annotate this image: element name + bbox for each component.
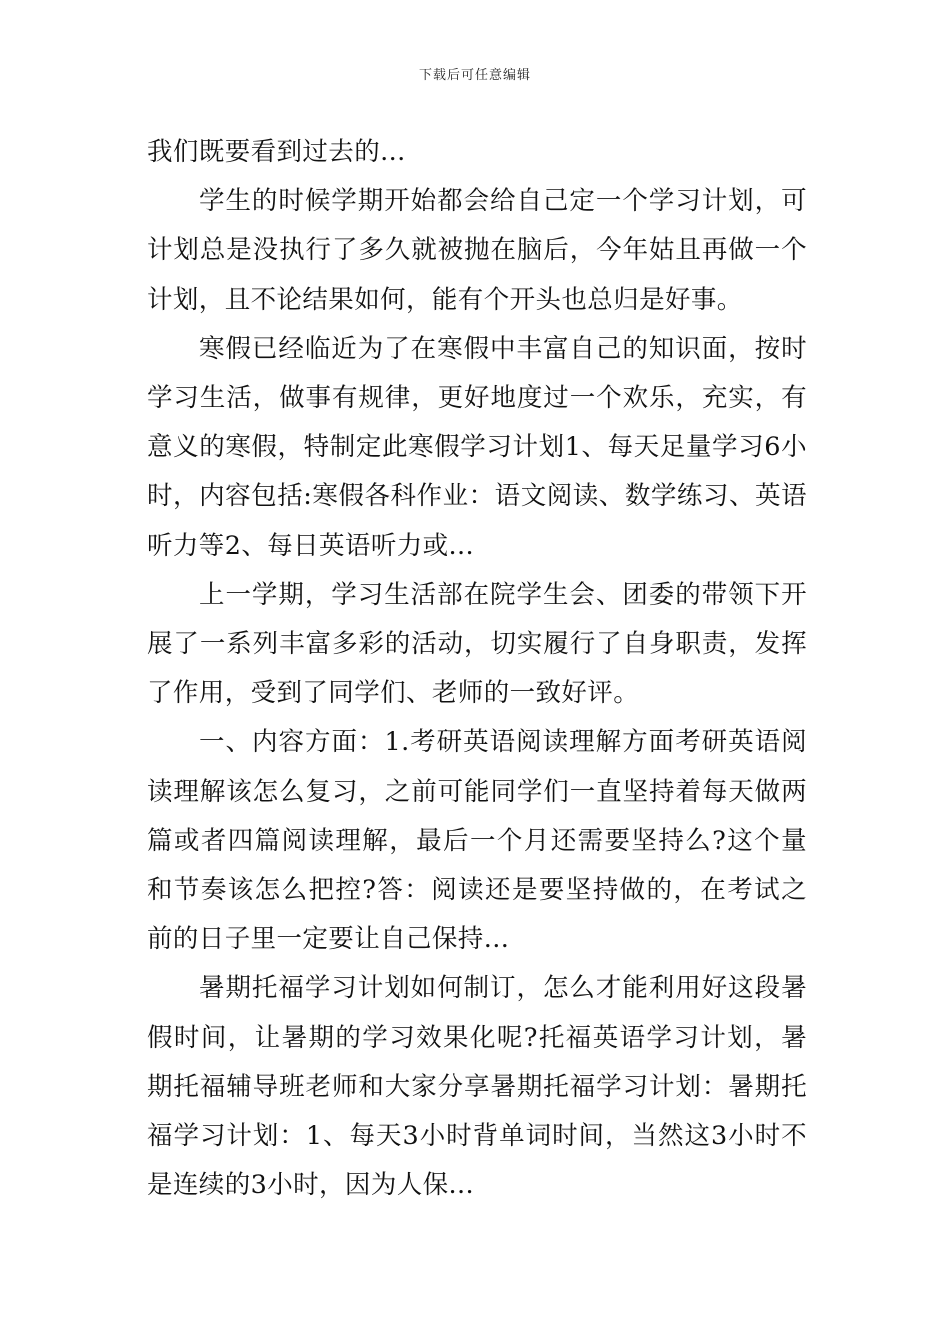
paragraph-5: 一、内容方面：1.考研英语阅读理解方面考研英语阅读理解该怎么复习，之前可能同学们一直坚持着每天做两篇或者四篇阅读理解，最后一个月还需要坚持么?这个量和节奏该怎么把控?答：阅读还是要坚持做的，在考试之前的日子里一定要让自己保持... [147,727,807,955]
paragraph-3: 寒假已经临近为了在寒假中丰富自己的知识面，按时学习生活，做事有规律，更好地度过一个欢乐，充实，有意义的寒假，特制定此寒假学习计划1、每天足量学习6小时，内容包括:寒假各科作业：语文阅读、数学练习、英语听力等2、每日英语听力或... [147,333,807,561]
page-header-note: 下载后可任意编辑 [418,68,531,83]
paragraph-6: 暑期托福学习计划如何制订，怎么才能利用好这段暑假时间，让暑期的学习效果化呢?托福英语学习计划，暑期托福辅导班老师和大家分享暑期托福学习计划：暑期托福学习计划：1、每天3小时背单词时间，当然这3小时不是连续的3小时，因为人保... [147,973,807,1201]
paragraph-1: 我们既要看到过去的... [147,137,406,167]
paragraph-4: 上一学期，学习生活部在院学生会、团委的带领下开展了一系列丰富多彩的活动，切实履行了自身职责，发挥了作用，受到了同学们、老师的一致好评。 [147,579,807,709]
document-body [147,128,807,1210]
paragraph-2: 学生的时候学期开始都会给自己定一个学习计划，可计划总是没执行了多久就被抛在脑后，今年姑且再做一个计划，且不论结果如何，能有个开头也总归是好事。 [147,186,807,315]
